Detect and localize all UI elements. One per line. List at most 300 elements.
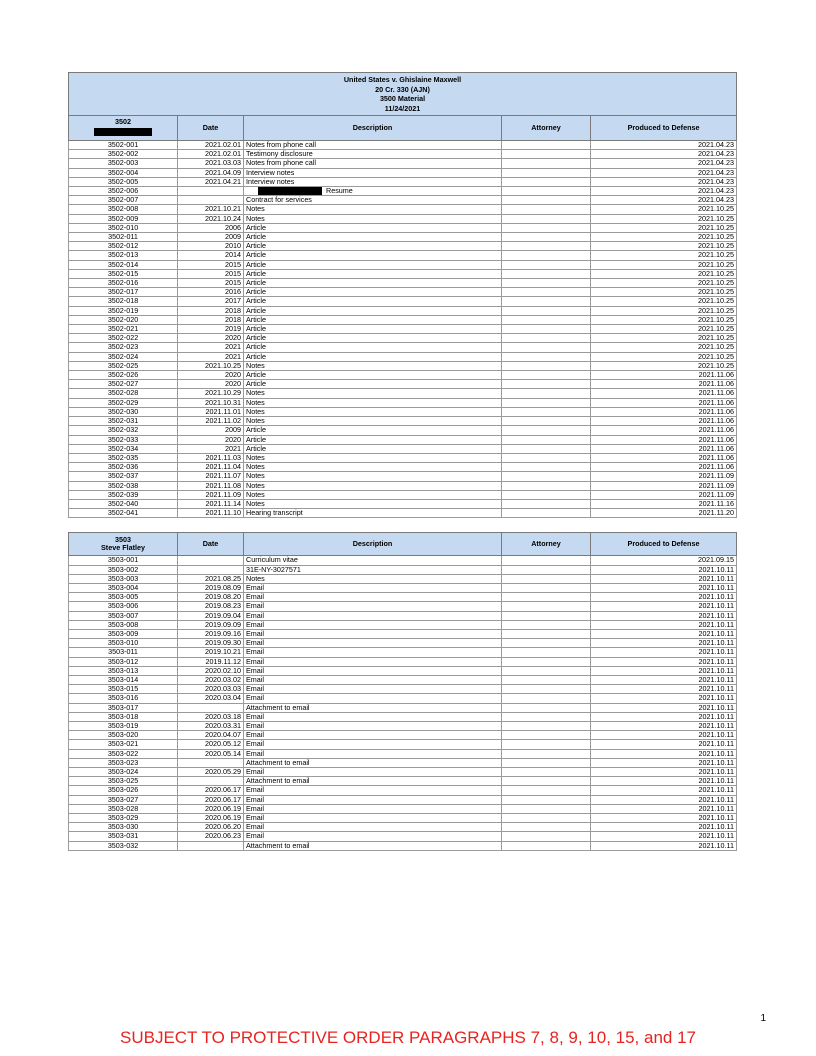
description-cell: Email xyxy=(244,620,502,629)
attorney-cell xyxy=(502,758,591,767)
description-cell: Email xyxy=(244,804,502,813)
date-cell: 2020 xyxy=(178,380,244,389)
description-cell: Article xyxy=(244,306,502,315)
description-cell: Interview notes xyxy=(244,177,502,186)
exhibit-id-cell: 3503-024 xyxy=(69,768,178,777)
exhibit-id-cell: 3502-018 xyxy=(69,297,178,306)
description-cell: Email xyxy=(244,721,502,730)
attorney-cell xyxy=(502,565,591,574)
exhibit-id-cell: 3502-041 xyxy=(69,509,178,518)
description-cell: Article xyxy=(244,371,502,380)
exhibit-id-cell: 3503-015 xyxy=(69,685,178,694)
description-cell: Article xyxy=(244,223,502,232)
produced-date-cell: 2021.10.11 xyxy=(591,685,737,694)
table-row xyxy=(69,472,737,481)
date-cell: 2015 xyxy=(178,260,244,269)
description-cell: Article xyxy=(244,435,502,444)
date-cell: 2016 xyxy=(178,288,244,297)
produced-date-cell: 2021.10.11 xyxy=(591,565,737,574)
table-row xyxy=(69,380,737,389)
exhibit-id-cell: 3502-011 xyxy=(69,233,178,242)
produced-date-cell: 2021.11.06 xyxy=(591,417,737,426)
description-cell: Article xyxy=(244,288,502,297)
attorney-cell xyxy=(502,786,591,795)
exhibit-id-cell: 3502-024 xyxy=(69,352,178,361)
description-cell: Email xyxy=(244,583,502,592)
exhibit-id-cell: 3503-025 xyxy=(69,777,178,786)
date-cell: 2020.03.02 xyxy=(178,675,244,684)
exhibit-id-cell: 3502-025 xyxy=(69,361,178,370)
date-cell: 2020.03.04 xyxy=(178,694,244,703)
column-header-row xyxy=(69,533,737,556)
date-cell: 2009 xyxy=(178,426,244,435)
table-row xyxy=(69,325,737,334)
description-cell: Notes xyxy=(244,472,502,481)
case-caption: United States v. Ghislaine Maxwell xyxy=(343,75,462,84)
description-cell: Contract for services xyxy=(244,196,502,205)
attorney-header: Attorney xyxy=(502,116,591,141)
produced-date-cell: 2021.10.11 xyxy=(591,804,737,813)
date-cell: 2019.09.16 xyxy=(178,629,244,638)
attorney-cell xyxy=(502,279,591,288)
table-row xyxy=(69,453,737,462)
date-cell: 2021.10.24 xyxy=(178,214,244,223)
date-cell xyxy=(178,758,244,767)
date-cell: 2021.11.14 xyxy=(178,499,244,508)
date-cell: 2019.08.23 xyxy=(178,602,244,611)
attorney-cell xyxy=(502,620,591,629)
description-cell: Notes xyxy=(244,481,502,490)
description-cell: Notes xyxy=(244,389,502,398)
produced-date-cell: 2021.10.11 xyxy=(591,648,737,657)
description-cell: Email xyxy=(244,629,502,638)
attorney-cell xyxy=(502,251,591,260)
witness-id-header xyxy=(69,116,178,141)
exhibit-id-cell: 3503-011 xyxy=(69,648,178,657)
exhibit-id-cell: 3502-023 xyxy=(69,343,178,352)
exhibit-id-cell: 3503-027 xyxy=(69,795,178,804)
table-row xyxy=(69,648,737,657)
attorney-cell xyxy=(502,233,591,242)
attorney-cell xyxy=(502,463,591,472)
attorney-cell xyxy=(502,490,591,499)
date-cell: 2019.09.30 xyxy=(178,639,244,648)
witness-id-header xyxy=(69,533,178,556)
exhibit-id-cell: 3502-006 xyxy=(69,187,178,196)
exhibit-id-cell: 3502-022 xyxy=(69,334,178,343)
description-cell: Article xyxy=(244,444,502,453)
date-cell xyxy=(178,777,244,786)
attorney-cell xyxy=(502,453,591,462)
attorney-cell xyxy=(502,361,591,370)
attorney-cell xyxy=(502,389,591,398)
date-cell: 2020.06.19 xyxy=(178,814,244,823)
date-cell: 2021.03.03 xyxy=(178,159,244,168)
produced-date-cell: 2021.04.23 xyxy=(591,168,737,177)
table-row xyxy=(69,306,737,315)
produced-date-cell: 2021.10.25 xyxy=(591,288,737,297)
attorney-cell xyxy=(502,499,591,508)
attorney-cell xyxy=(502,611,591,620)
produced-date-cell: 2021.10.25 xyxy=(591,361,737,370)
description-cell: Article xyxy=(244,325,502,334)
produced-date-cell: 2021.11.16 xyxy=(591,499,737,508)
description-cell: Article xyxy=(244,260,502,269)
attorney-cell xyxy=(502,325,591,334)
exhibit-id-cell: 3502-033 xyxy=(69,435,178,444)
table-row xyxy=(69,758,737,767)
exhibit-id-cell: 3502-039 xyxy=(69,490,178,499)
attorney-cell xyxy=(502,297,591,306)
attorney-cell xyxy=(502,832,591,841)
table-row xyxy=(69,694,737,703)
table-body-3503 xyxy=(69,556,737,851)
description-cell: Email xyxy=(244,786,502,795)
produced-date-cell: 2021.10.11 xyxy=(591,795,737,804)
table-row xyxy=(69,490,737,499)
exhibit-id-cell: 3502-010 xyxy=(69,223,178,232)
exhibit-id-cell: 3502-009 xyxy=(69,214,178,223)
document-date: 11/24/2021 xyxy=(384,103,421,113)
table-row xyxy=(69,251,737,260)
table-row xyxy=(69,389,737,398)
attorney-cell xyxy=(502,740,591,749)
description-cell: Article xyxy=(244,426,502,435)
exhibit-id-cell: 3503-031 xyxy=(69,832,178,841)
table-row xyxy=(69,556,737,565)
produced-date-cell: 2021.10.25 xyxy=(591,260,737,269)
attorney-cell xyxy=(502,472,591,481)
produced-date-cell: 2021.10.11 xyxy=(591,593,737,602)
table-row xyxy=(69,297,737,306)
exhibit-id-cell: 3502-003 xyxy=(69,159,178,168)
table-row xyxy=(69,565,737,574)
date-cell: 2019.08.09 xyxy=(178,583,244,592)
exhibit-id-cell: 3503-014 xyxy=(69,675,178,684)
attorney-cell xyxy=(502,602,591,611)
produced-date-cell: 2021.10.11 xyxy=(591,574,737,583)
produced-date-cell: 2021.10.11 xyxy=(591,786,737,795)
description-cell: Article xyxy=(244,279,502,288)
table-row xyxy=(69,407,737,416)
attorney-cell xyxy=(502,509,591,518)
table-row xyxy=(69,574,737,583)
exhibit-id-cell: 3503-006 xyxy=(69,602,178,611)
date-cell: 2009 xyxy=(178,233,244,242)
redaction-block xyxy=(258,187,322,195)
produced-date-cell: 2021.10.11 xyxy=(591,639,737,648)
produced-date-cell: 2021.11.09 xyxy=(591,481,737,490)
attorney-cell xyxy=(502,407,591,416)
produced-date-cell: 2021.04.23 xyxy=(591,159,737,168)
date-cell: 2020.02.10 xyxy=(178,666,244,675)
witness-number: 3503 xyxy=(115,535,131,545)
table-row xyxy=(69,731,737,740)
date-cell: 2019.10.21 xyxy=(178,648,244,657)
exhibit-id-cell: 3503-007 xyxy=(69,611,178,620)
date-cell: 2019.09.04 xyxy=(178,611,244,620)
description-cell: Notes xyxy=(244,361,502,370)
description-cell: Article xyxy=(244,242,502,251)
date-cell: 2015 xyxy=(178,279,244,288)
table-row xyxy=(69,749,737,758)
exhibit-id-cell: 3503-030 xyxy=(69,823,178,832)
attorney-cell xyxy=(502,841,591,850)
exhibit-id-cell: 3502-019 xyxy=(69,306,178,315)
table-row xyxy=(69,260,737,269)
produced-date-cell: 2021.10.11 xyxy=(591,620,737,629)
exhibit-id-cell: 3503-012 xyxy=(69,657,178,666)
exhibit-id-cell: 3503-003 xyxy=(69,574,178,583)
description-cell: Notes from phone call xyxy=(244,141,502,150)
attorney-cell xyxy=(502,315,591,324)
attorney-cell xyxy=(502,196,591,205)
date-cell: 2020.06.20 xyxy=(178,823,244,832)
date-cell: 2017 xyxy=(178,297,244,306)
attorney-cell xyxy=(502,435,591,444)
description-cell: Attachment to email xyxy=(244,758,502,767)
description-cell: Notes xyxy=(244,453,502,462)
table-row xyxy=(69,795,737,804)
attorney-cell xyxy=(502,703,591,712)
produced-date-cell: 2021.04.23 xyxy=(591,141,737,150)
attorney-cell xyxy=(502,343,591,352)
attorney-cell xyxy=(502,223,591,232)
description-cell: Email xyxy=(244,731,502,740)
description-header: Description xyxy=(244,116,502,141)
produced-date-cell: 2021.10.11 xyxy=(591,694,737,703)
date-cell: 2021.11.01 xyxy=(178,407,244,416)
table-row xyxy=(69,150,737,159)
table-row xyxy=(69,703,737,712)
table-row xyxy=(69,177,737,186)
table-row xyxy=(69,233,737,242)
produced-date-cell: 2021.10.11 xyxy=(591,583,737,592)
exhibit-id-cell: 3502-031 xyxy=(69,417,178,426)
exhibit-id-cell: 3502-035 xyxy=(69,453,178,462)
date-cell: 2020.04.07 xyxy=(178,731,244,740)
description-cell: Notes xyxy=(244,407,502,416)
description-cell: Interview notes xyxy=(244,168,502,177)
attorney-cell xyxy=(502,426,591,435)
exhibit-id-cell: 3503-010 xyxy=(69,639,178,648)
description-cell: Email xyxy=(244,675,502,684)
description-cell: Article xyxy=(244,343,502,352)
produced-date-cell: 2021.04.23 xyxy=(591,187,737,196)
date-cell: 2006 xyxy=(178,223,244,232)
table-row xyxy=(69,814,737,823)
exhibit-id-cell: 3502-026 xyxy=(69,371,178,380)
produced-date-cell: 2021.04.23 xyxy=(591,196,737,205)
produced-date-cell: 2021.11.20 xyxy=(591,509,737,518)
attorney-cell xyxy=(502,334,591,343)
date-cell xyxy=(178,196,244,205)
date-cell: 2020.06.17 xyxy=(178,786,244,795)
date-cell: 2021.11.04 xyxy=(178,463,244,472)
attorney-cell xyxy=(502,352,591,361)
description-cell: Email xyxy=(244,749,502,758)
attorney-cell xyxy=(502,150,591,159)
table-row xyxy=(69,168,737,177)
exhibit-id-cell: 3503-013 xyxy=(69,666,178,675)
table-row xyxy=(69,666,737,675)
produced-date-cell: 2021.04.23 xyxy=(591,177,737,186)
date-cell: 2020 xyxy=(178,435,244,444)
date-cell: 2014 xyxy=(178,251,244,260)
page-number: 1 xyxy=(760,1013,766,1024)
table-row xyxy=(69,196,737,205)
attorney-cell xyxy=(502,666,591,675)
description-cell: Testimony disclosure xyxy=(244,150,502,159)
produced-date-cell: 2021.10.25 xyxy=(591,233,737,242)
produced-date-cell: 2021.10.25 xyxy=(591,279,737,288)
exhibit-id-cell: 3502-005 xyxy=(69,177,178,186)
attorney-cell xyxy=(502,712,591,721)
table-row xyxy=(69,509,737,518)
exhibit-id-cell: 3502-016 xyxy=(69,279,178,288)
produced-date-cell: 2021.11.06 xyxy=(591,371,737,380)
exhibit-id-cell: 3502-037 xyxy=(69,472,178,481)
produced-date-cell: 2021.10.25 xyxy=(591,352,737,361)
table-row xyxy=(69,444,737,453)
table-row xyxy=(69,187,737,196)
description-cell: Notes xyxy=(244,205,502,214)
date-cell: 2021.11.07 xyxy=(178,472,244,481)
table-row xyxy=(69,841,737,850)
date-cell xyxy=(178,187,244,196)
description-cell: Email xyxy=(244,712,502,721)
exhibit-id-cell: 3502-030 xyxy=(69,407,178,416)
date-cell: 2018 xyxy=(178,306,244,315)
exhibit-id-cell: 3503-020 xyxy=(69,731,178,740)
table-row xyxy=(69,629,737,638)
attorney-cell xyxy=(502,417,591,426)
witness-number: 3502 xyxy=(115,117,131,126)
table-row xyxy=(69,334,737,343)
attorney-header: Attorney xyxy=(502,533,591,556)
column-header-row xyxy=(69,116,737,141)
exhibit-id-cell: 3502-004 xyxy=(69,168,178,177)
date-cell: 2021.11.09 xyxy=(178,490,244,499)
table-row xyxy=(69,398,737,407)
table-row xyxy=(69,777,737,786)
table-row xyxy=(69,657,737,666)
produced-date-cell: 2021.10.11 xyxy=(591,832,737,841)
date-cell: 2020 xyxy=(178,371,244,380)
date-header: Date xyxy=(178,533,244,556)
table-row xyxy=(69,223,737,232)
description-cell: Email xyxy=(244,657,502,666)
attorney-cell xyxy=(502,583,591,592)
table-row xyxy=(69,315,737,324)
table-row xyxy=(69,583,737,592)
attorney-cell xyxy=(502,288,591,297)
description-cell: Notes xyxy=(244,463,502,472)
produced-date-cell: 2021.10.11 xyxy=(591,841,737,850)
produced-date-cell: 2021.10.11 xyxy=(591,740,737,749)
exhibit-id-cell: 3503-002 xyxy=(69,565,178,574)
description-cell: Notes xyxy=(244,574,502,583)
produced-date-cell: 2021.11.06 xyxy=(591,398,737,407)
table-row xyxy=(69,823,737,832)
date-cell xyxy=(178,565,244,574)
produced-date-cell: 2021.11.06 xyxy=(591,380,737,389)
date-cell xyxy=(178,703,244,712)
produced-date-cell: 2021.11.09 xyxy=(591,490,737,499)
description-cell: Email xyxy=(244,602,502,611)
produced-date-cell: 2021.10.25 xyxy=(591,315,737,324)
produced-date-cell: 2021.10.25 xyxy=(591,242,737,251)
produced-date-cell: 2021.11.06 xyxy=(591,463,737,472)
attorney-cell xyxy=(502,823,591,832)
exhibit-list-sheet xyxy=(68,72,736,851)
table-row xyxy=(69,214,737,223)
attorney-cell xyxy=(502,168,591,177)
table-row xyxy=(69,426,737,435)
exhibit-id-cell: 3503-018 xyxy=(69,712,178,721)
produced-date-cell: 2021.10.11 xyxy=(591,814,737,823)
attorney-cell xyxy=(502,804,591,813)
description-header: Description xyxy=(244,533,502,556)
produced-date-cell: 2021.04.23 xyxy=(591,150,737,159)
date-cell: 2021.11.08 xyxy=(178,481,244,490)
date-cell: 2020.03.31 xyxy=(178,721,244,730)
exhibit-table-3502 xyxy=(68,72,737,518)
attorney-cell xyxy=(502,749,591,758)
description-cell: Email xyxy=(244,740,502,749)
description-cell: Article xyxy=(244,334,502,343)
attorney-cell xyxy=(502,380,591,389)
produced-date-cell: 2021.10.25 xyxy=(591,306,737,315)
attorney-cell xyxy=(502,731,591,740)
attorney-cell xyxy=(502,675,591,684)
exhibit-id-cell: 3502-015 xyxy=(69,269,178,278)
produced-date-cell: 2021.11.06 xyxy=(591,426,737,435)
produced-date-cell: 2021.10.25 xyxy=(591,343,737,352)
date-cell: 2021.11.10 xyxy=(178,509,244,518)
description-cell: Notes xyxy=(244,417,502,426)
table-row xyxy=(69,288,737,297)
case-number: 20 Cr. 330 (AJN) xyxy=(375,84,430,94)
table-row xyxy=(69,611,737,620)
description-cell: Attachment to email xyxy=(244,703,502,712)
date-cell: 2018 xyxy=(178,315,244,324)
attorney-cell xyxy=(502,371,591,380)
date-cell: 2019 xyxy=(178,325,244,334)
exhibit-id-cell: 3503-009 xyxy=(69,629,178,638)
produced-date-cell: 2021.10.11 xyxy=(591,731,737,740)
description-cell: Notes xyxy=(244,214,502,223)
date-cell: 2021.04.21 xyxy=(178,177,244,186)
description-cell: Email xyxy=(244,648,502,657)
exhibit-id-cell: 3503-008 xyxy=(69,620,178,629)
table-row xyxy=(69,712,737,721)
exhibit-id-cell: 3502-021 xyxy=(69,325,178,334)
exhibit-id-cell: 3503-004 xyxy=(69,583,178,592)
attorney-cell xyxy=(502,398,591,407)
produced-date-cell: 2021.10.11 xyxy=(591,768,737,777)
exhibit-id-cell: 3503-017 xyxy=(69,703,178,712)
date-cell: 2010 xyxy=(178,242,244,251)
exhibit-id-cell: 3503-028 xyxy=(69,804,178,813)
description-cell: Attachment to email xyxy=(244,777,502,786)
exhibit-id-cell: 3502-013 xyxy=(69,251,178,260)
description-cell: Notes xyxy=(244,398,502,407)
date-cell: 2020.03.03 xyxy=(178,685,244,694)
description-cell: Email xyxy=(244,814,502,823)
date-cell: 2021.04.09 xyxy=(178,168,244,177)
attorney-cell xyxy=(502,777,591,786)
